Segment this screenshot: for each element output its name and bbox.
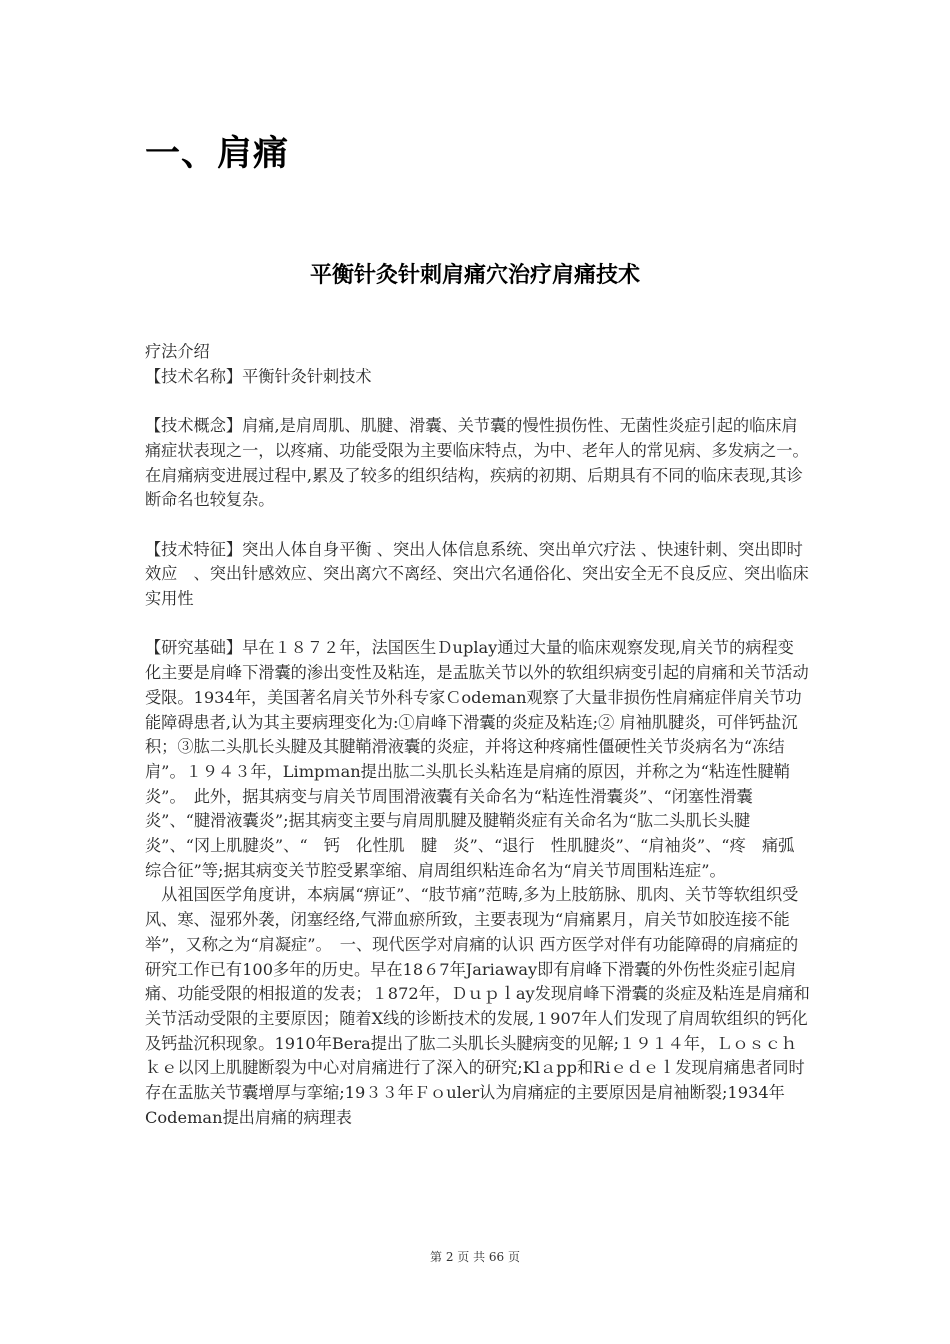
page-footer: 第 2 页 共 66 页: [430, 1250, 520, 1264]
paragraph-gap: [145, 612, 810, 637]
paragraph-gap: [145, 513, 810, 538]
chapter-title: 一、肩痛: [145, 134, 290, 174]
section-intro: 疗法介绍: [145, 342, 210, 361]
tech-features-paragraph: 【技术特征】突出人体自身平衡 、突出人体信息系统、突出单穴疗法 、快速针刺、突出即时效应 、突出针感效应、突出离穴不离经、突出穴名通俗化、突出安全无不良反应、突出临床实用性: [145, 539, 809, 608]
article-title: 平衡针灸针刺肩痛穴治疗肩痛技术: [309, 263, 640, 288]
tech-concept-paragraph: 【技术概念】肩痛,是肩周肌、肌腱、滑囊、关节囊的慢性损伤性、无菌性炎症引起的临床肩痛症状表现之一，以疼痛、功能受限为主要临床特点，为中、老年人的常见病、多发病之一。在肩痛病变进展过程中,累及了较多的组织结构，疾病的初期、后期具有不同的临床表现,其诊断命名也较复杂。: [145, 416, 809, 510]
tech-name-paragraph: 【技术名称】平衡针灸针刺技术: [145, 366, 372, 386]
tcm-view-paragraph: 从祖国医学角度讲，本病属“痹证”、“肢节痛”范畴,多为上肢筋脉、肌肉、关节等软组织受风、寒、湿邪外袭，闭塞经络,气滞血瘀所致，主要表现为“肩痛累月，肩关节如胶连接不能举”，又称之为“肩凝症”。 一、现代医学对肩痛的认识 西方医学对伴有功能障碍的肩痛症的研究工作已有100多年的历史。早在18６7年Jariaway即有肩峰下滑囊的外伤性炎症引起肩痛、功能受限的相报道的发表；１872年，Ｄｕｐｌay发现肩峰下滑囊的炎症及粘连是肩痛和关节活动受限的主要原因；随着X线的诊断技术的发展,１907年人们发现了肩周软组织的钙化及钙盐沉积现象。1910年Bera提出了肱二头肌长头腱病变的见解;１９１４年，Ｌｏｓｃｈｋｅ以冈上肌腱断裂为中心对肩痛进行了深入的研究;Klａpp和Riｅｄｅｌ发现肩痛患者同时存在盂肱关节囊增厚与挛缩;19３３年Ｆｏuler认为肩痛症的主要原因是肩袖断裂;1934年Codeman提出肩痛的病理表: [145, 885, 810, 1127]
research-basis-paragraph: 【研究基础】早在１８７２年，法国医生Ｄuplay通过大量的临床观察发现,肩关节的病程变化主要是肩峰下滑囊的渗出变性及粘连，是盂肱关节以外的软组织病变引起的肩痛和关节活动受限。1934年，美国著名肩关节外科专家Ｃodeman观察了大量非损伤性肩痛症伴肩关节功能障碍患者,认为其主要病理变化为:①肩峰下滑囊的炎症及粘连;② 肩袖肌腱炎，可伴钙盐沉积；③肱二头肌长头腱及其腱鞘滑液囊的炎症，并将这种疼痛性僵硬性关节炎病名为“冻结肩”。１９４３年，Limpｍan提出肱二头肌长头粘连是肩痛的原因，并称之为“粘连性腱鞘炎”。 此外，据其病变与肩关节周围滑液囊有关命名为“粘连性滑囊炎”、“闭塞性滑囊炎”、“腱滑液囊炎”;据其病变主要与肩周肌腱及腱鞘炎症有关命名为“肱二头肌长头腱 炎”、“冈上肌腱炎”、“ 钙 化性肌 腱 炎”、“退行 性肌腱炎”、“肩袖炎”、“疼 痛弧综合征”等;据其病变关节腔受累挛缩、肩周组织粘连命名为“肩关节周围粘连症”。: [145, 638, 809, 880]
body-text: [145, 340, 810, 1130]
paragraph-gap: [145, 389, 810, 414]
